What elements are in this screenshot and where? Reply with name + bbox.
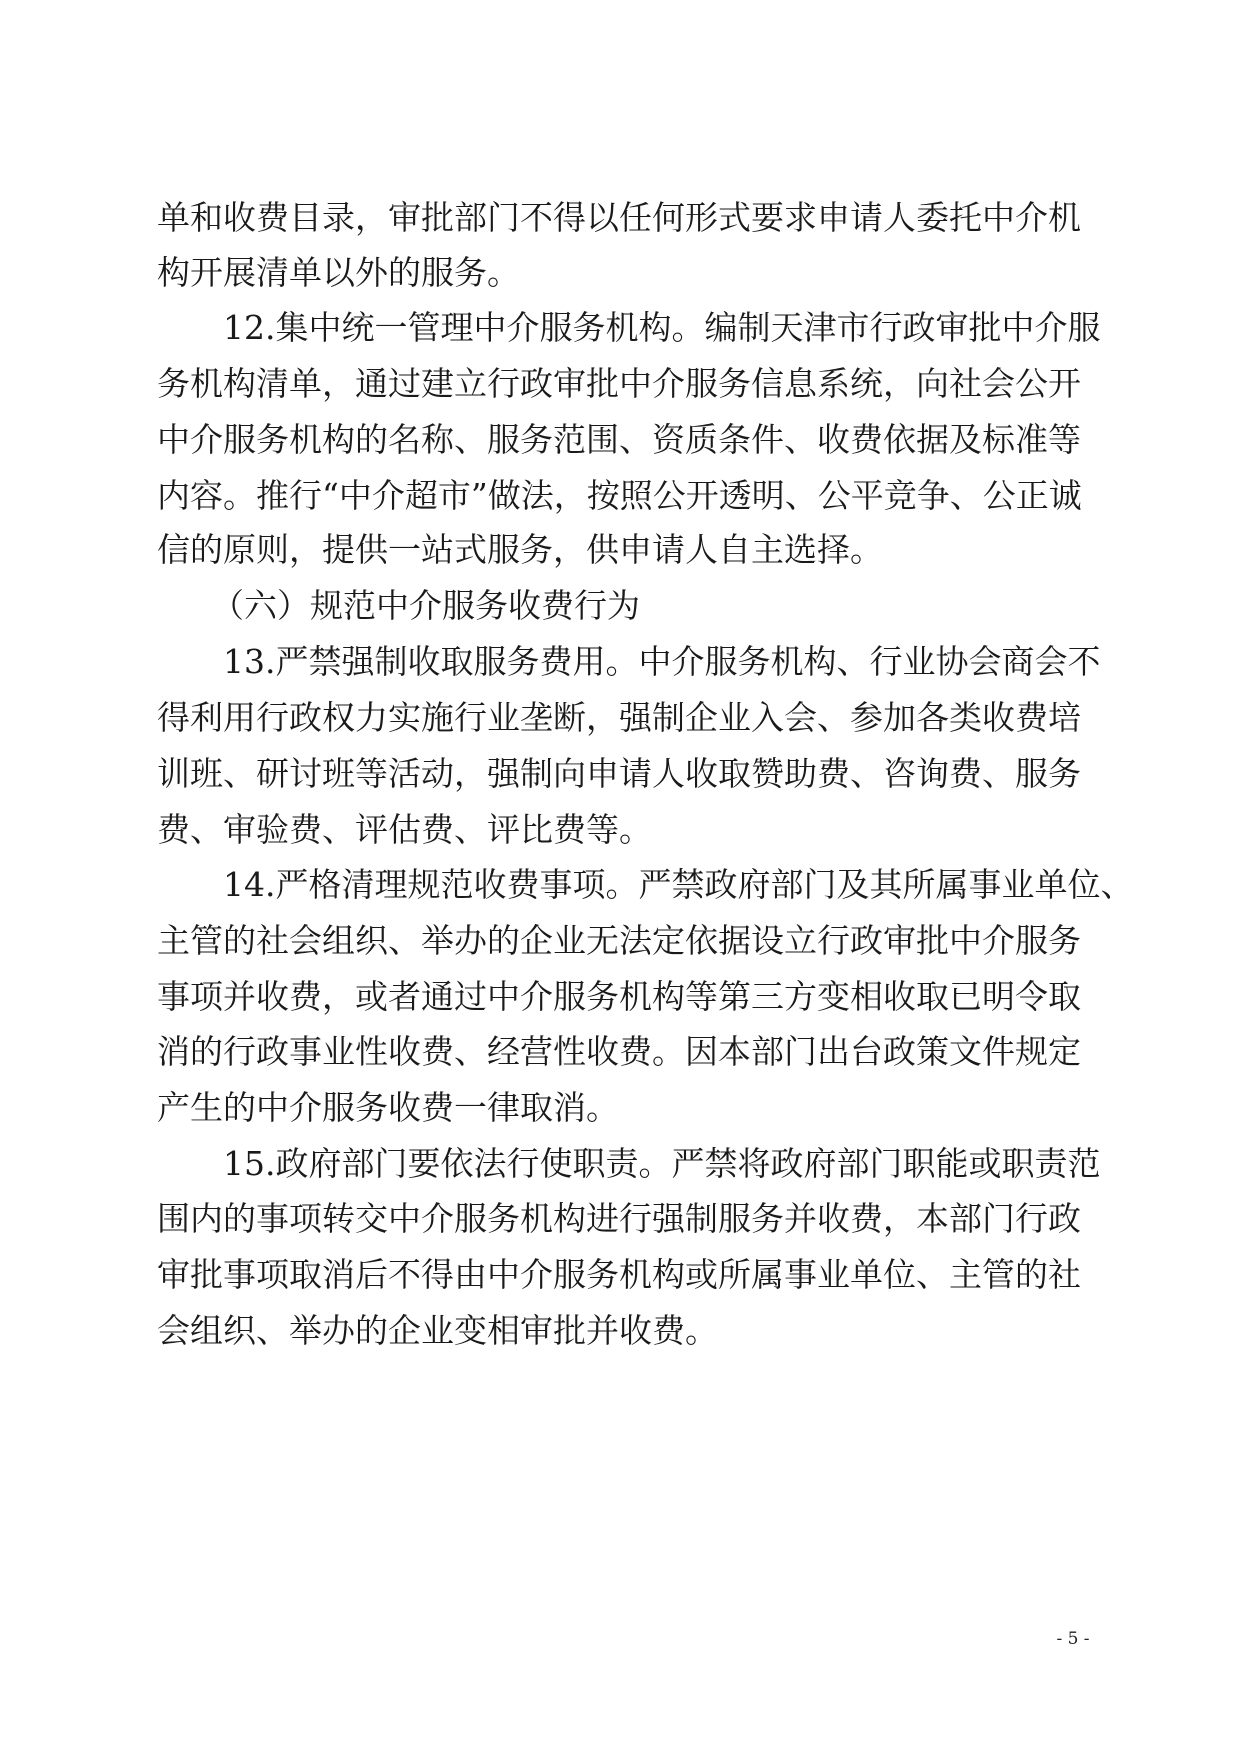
text-line: 构开展清单以外的服务。 xyxy=(157,253,520,292)
text-line: 费、审验费、评估费、评比费等。 xyxy=(157,810,652,849)
section-heading: （六）规范中介服务收费行为 xyxy=(211,586,640,625)
text-line: 训班、研讨班等活动，强制向申请人收取赞助费、咨询费、服务 xyxy=(157,754,1081,793)
text-line: 单和收费目录，审批部门不得以任何形式要求申请人委托中介机 xyxy=(157,198,1081,237)
paragraph-12-heading-line: 12.集中统一管理中介服务机构。编制天津市行政审批中介服 xyxy=(223,308,1101,347)
text-line: 务机构清单，通过建立行政审批中介服务信息系统，向社会公开 xyxy=(157,364,1081,403)
text-line: 内容。推行“中介超市”做法，按照公开透明、公平竞争、公正诚 xyxy=(157,476,1082,515)
text-line: 事项并收费，或者通过中介服务机构等第三方变相收取已明令取 xyxy=(157,977,1081,1016)
text-line: 消的行政事业性收费、经营性收费。因本部门出台政策文件规定 xyxy=(157,1032,1081,1071)
text-line: 中介服务机构的名称、服务范围、资质条件、收费依据及标准等 xyxy=(157,420,1081,459)
text-line: 产生的中介服务收费一律取消。 xyxy=(157,1088,619,1127)
text-line: 审批事项取消后不得由中介服务机构或所属事业单位、主管的社 xyxy=(157,1255,1081,1294)
paragraph-14-heading-line: 14.严格清理规范收费事项。严禁政府部门及其所属事业单位、 xyxy=(223,865,1134,904)
paragraph-15-heading-line: 15.政府部门要依法行使职责。严禁将政府部门职能或职责范 xyxy=(223,1144,1101,1183)
text-line: 主管的社会组织、举办的企业无法定依据设立行政审批中介服务 xyxy=(157,921,1081,960)
text-line: 围内的事项转交中介服务机构进行强制服务并收费，本部门行政 xyxy=(157,1199,1081,1238)
paragraph-13-heading-line: 13.严禁强制收取服务费用。中介服务机构、行业协会商会不 xyxy=(223,642,1101,681)
text-line: 得利用行政权力实施行业垄断，强制企业入会、参加各类收费培 xyxy=(157,698,1081,737)
text-line: 会组织、举办的企业变相审批并收费。 xyxy=(157,1311,718,1350)
text-line: 信的原则，提供一站式服务，供申请人自主选择。 xyxy=(157,530,883,569)
page-number: - 5 - xyxy=(1056,1629,1090,1649)
